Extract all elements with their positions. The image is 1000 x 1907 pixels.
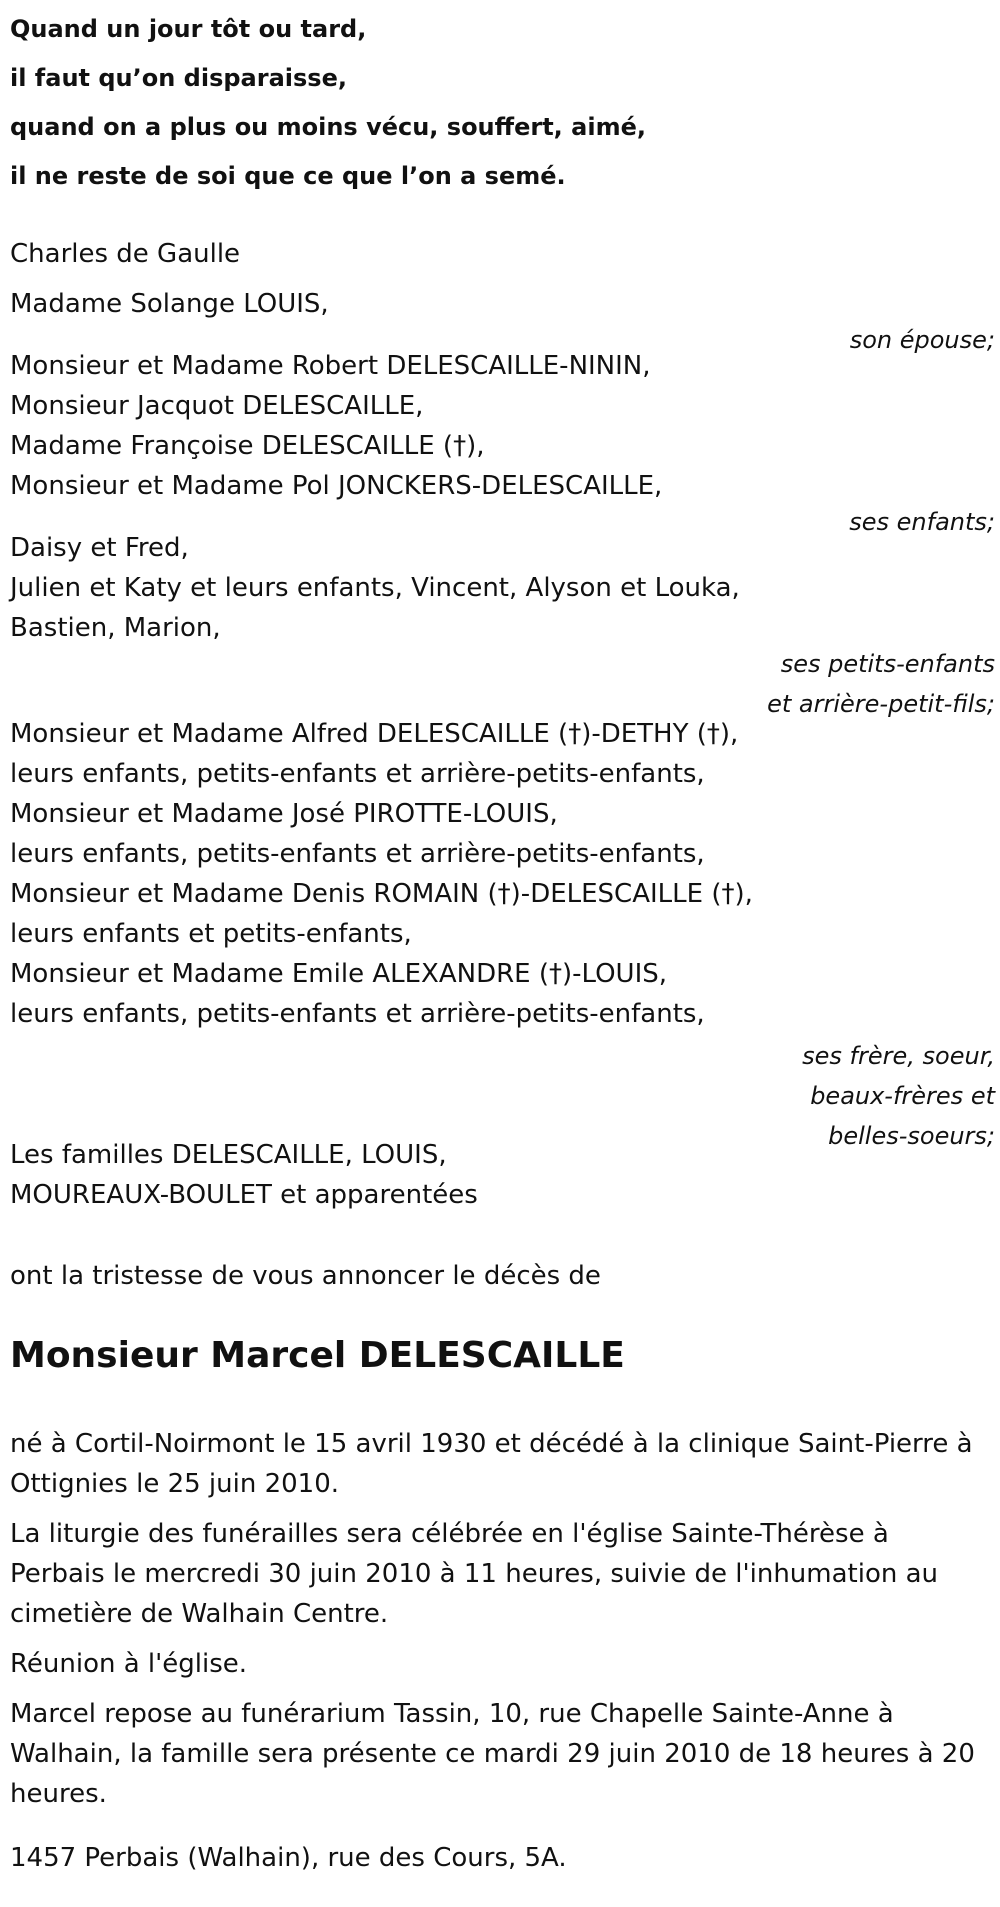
grandchild-name: Julien et Katy et leurs enfants, Vincent, Alyson et Louka, — [10, 573, 740, 603]
child-name: Madame Françoise DELESCAILLE (†), — [10, 431, 485, 461]
family-line: MOUREAUX-BOULET et apparentées — [10, 1180, 478, 1210]
sibling-line: Monsieur et Madame José PIROTTE-LOUIS, — [10, 799, 558, 829]
reunion-paragraph: Réunion à l'église. — [10, 1649, 248, 1679]
details-section — [10, 1424, 995, 1814]
grandchild-name: Bastien, Marion, — [10, 613, 221, 643]
sibling-line: Monsieur et Madame Denis ROMAIN (†)-DELESCAILLE (†), — [10, 879, 753, 909]
sibling-line: leurs enfants, petits-enfants et arrière-petits-enfants, — [10, 839, 705, 869]
poem-line: il faut qu’on disparaisse, — [10, 64, 347, 92]
family-line: Les familles DELESCAILLE, LOUIS, — [10, 1140, 447, 1170]
poem-line: il ne reste de soi que ce que l’on a semé. — [10, 162, 566, 190]
deceased-name: Monsieur Marcel DELESCAILLE — [10, 1335, 625, 1376]
sibling-line: Monsieur et Madame Alfred DELESCAILLE (†)-DETHY (†), — [10, 719, 739, 749]
funeral-paragraph: La liturgie des funérailles sera célébrée en l'église Sainte-Thérèse à Perbais le mercredi 30 juin 2010 à 11 heures, suivie de l'inhumation au cimetière de Walhain Centre. — [10, 1519, 939, 1629]
families-section — [10, 1135, 995, 1215]
spouse-name: Madame Solange LOUIS, — [10, 289, 329, 319]
child-name: Monsieur et Madame Pol JONCKERS-DELESCAILLE, — [10, 471, 663, 501]
sibling-line: leurs enfants et petits-enfants, — [10, 919, 412, 949]
poem — [10, 5, 995, 201]
grandchildren-relation: ses petits-enfants — [780, 650, 995, 678]
child-name: Monsieur Jacquot DELESCAILLE, — [10, 391, 424, 421]
address: 1457 Perbais (Walhain), rue des Cours, 5A. — [10, 1843, 567, 1873]
grandchildren-relation: et arrière-petit-fils; — [767, 690, 995, 718]
children-relation: ses enfants; — [849, 508, 995, 536]
sibling-line: Monsieur et Madame Emile ALEXANDRE (†)-LOUIS, — [10, 959, 668, 989]
spouse-relation: son épouse; — [849, 326, 995, 354]
poem-line: Quand un jour tôt ou tard, — [10, 15, 367, 43]
quote-author: Charles de Gaulle — [10, 239, 241, 269]
siblings-relation: beaux-frères et — [810, 1082, 995, 1110]
siblings-relation: belles-soeurs; — [828, 1122, 995, 1150]
grandchild-name: Daisy et Fred, — [10, 533, 189, 563]
sibling-line: leurs enfants, petits-enfants et arrière-petits-enfants, — [10, 999, 705, 1029]
visitation-paragraph: Marcel repose au funérarium Tassin, 10, rue Chapelle Sainte-Anne à Walhain, la famille sera présente ce mardi 29 juin 2010 de 18 heures à 20 heures. — [10, 1699, 975, 1809]
sibling-line: leurs enfants, petits-enfants et arrière-petits-enfants, — [10, 759, 705, 789]
announcement: ont la tristesse de vous annoncer le décès de — [10, 1261, 601, 1291]
siblings-section — [10, 714, 995, 1156]
poem-line: quand on a plus ou moins vécu, souffert, aimé, — [10, 113, 646, 141]
child-name: Monsieur et Madame Robert DELESCAILLE-NININ, — [10, 351, 651, 381]
birth-death-paragraph: né à Cortil-Noirmont le 15 avril 1930 et décédé à la clinique Saint-Pierre à Ottignies le 25 juin 2010. — [10, 1429, 973, 1499]
grandchildren-section — [10, 528, 995, 724]
siblings-relation: ses frère, soeur, — [802, 1042, 995, 1070]
children-section — [10, 346, 995, 542]
